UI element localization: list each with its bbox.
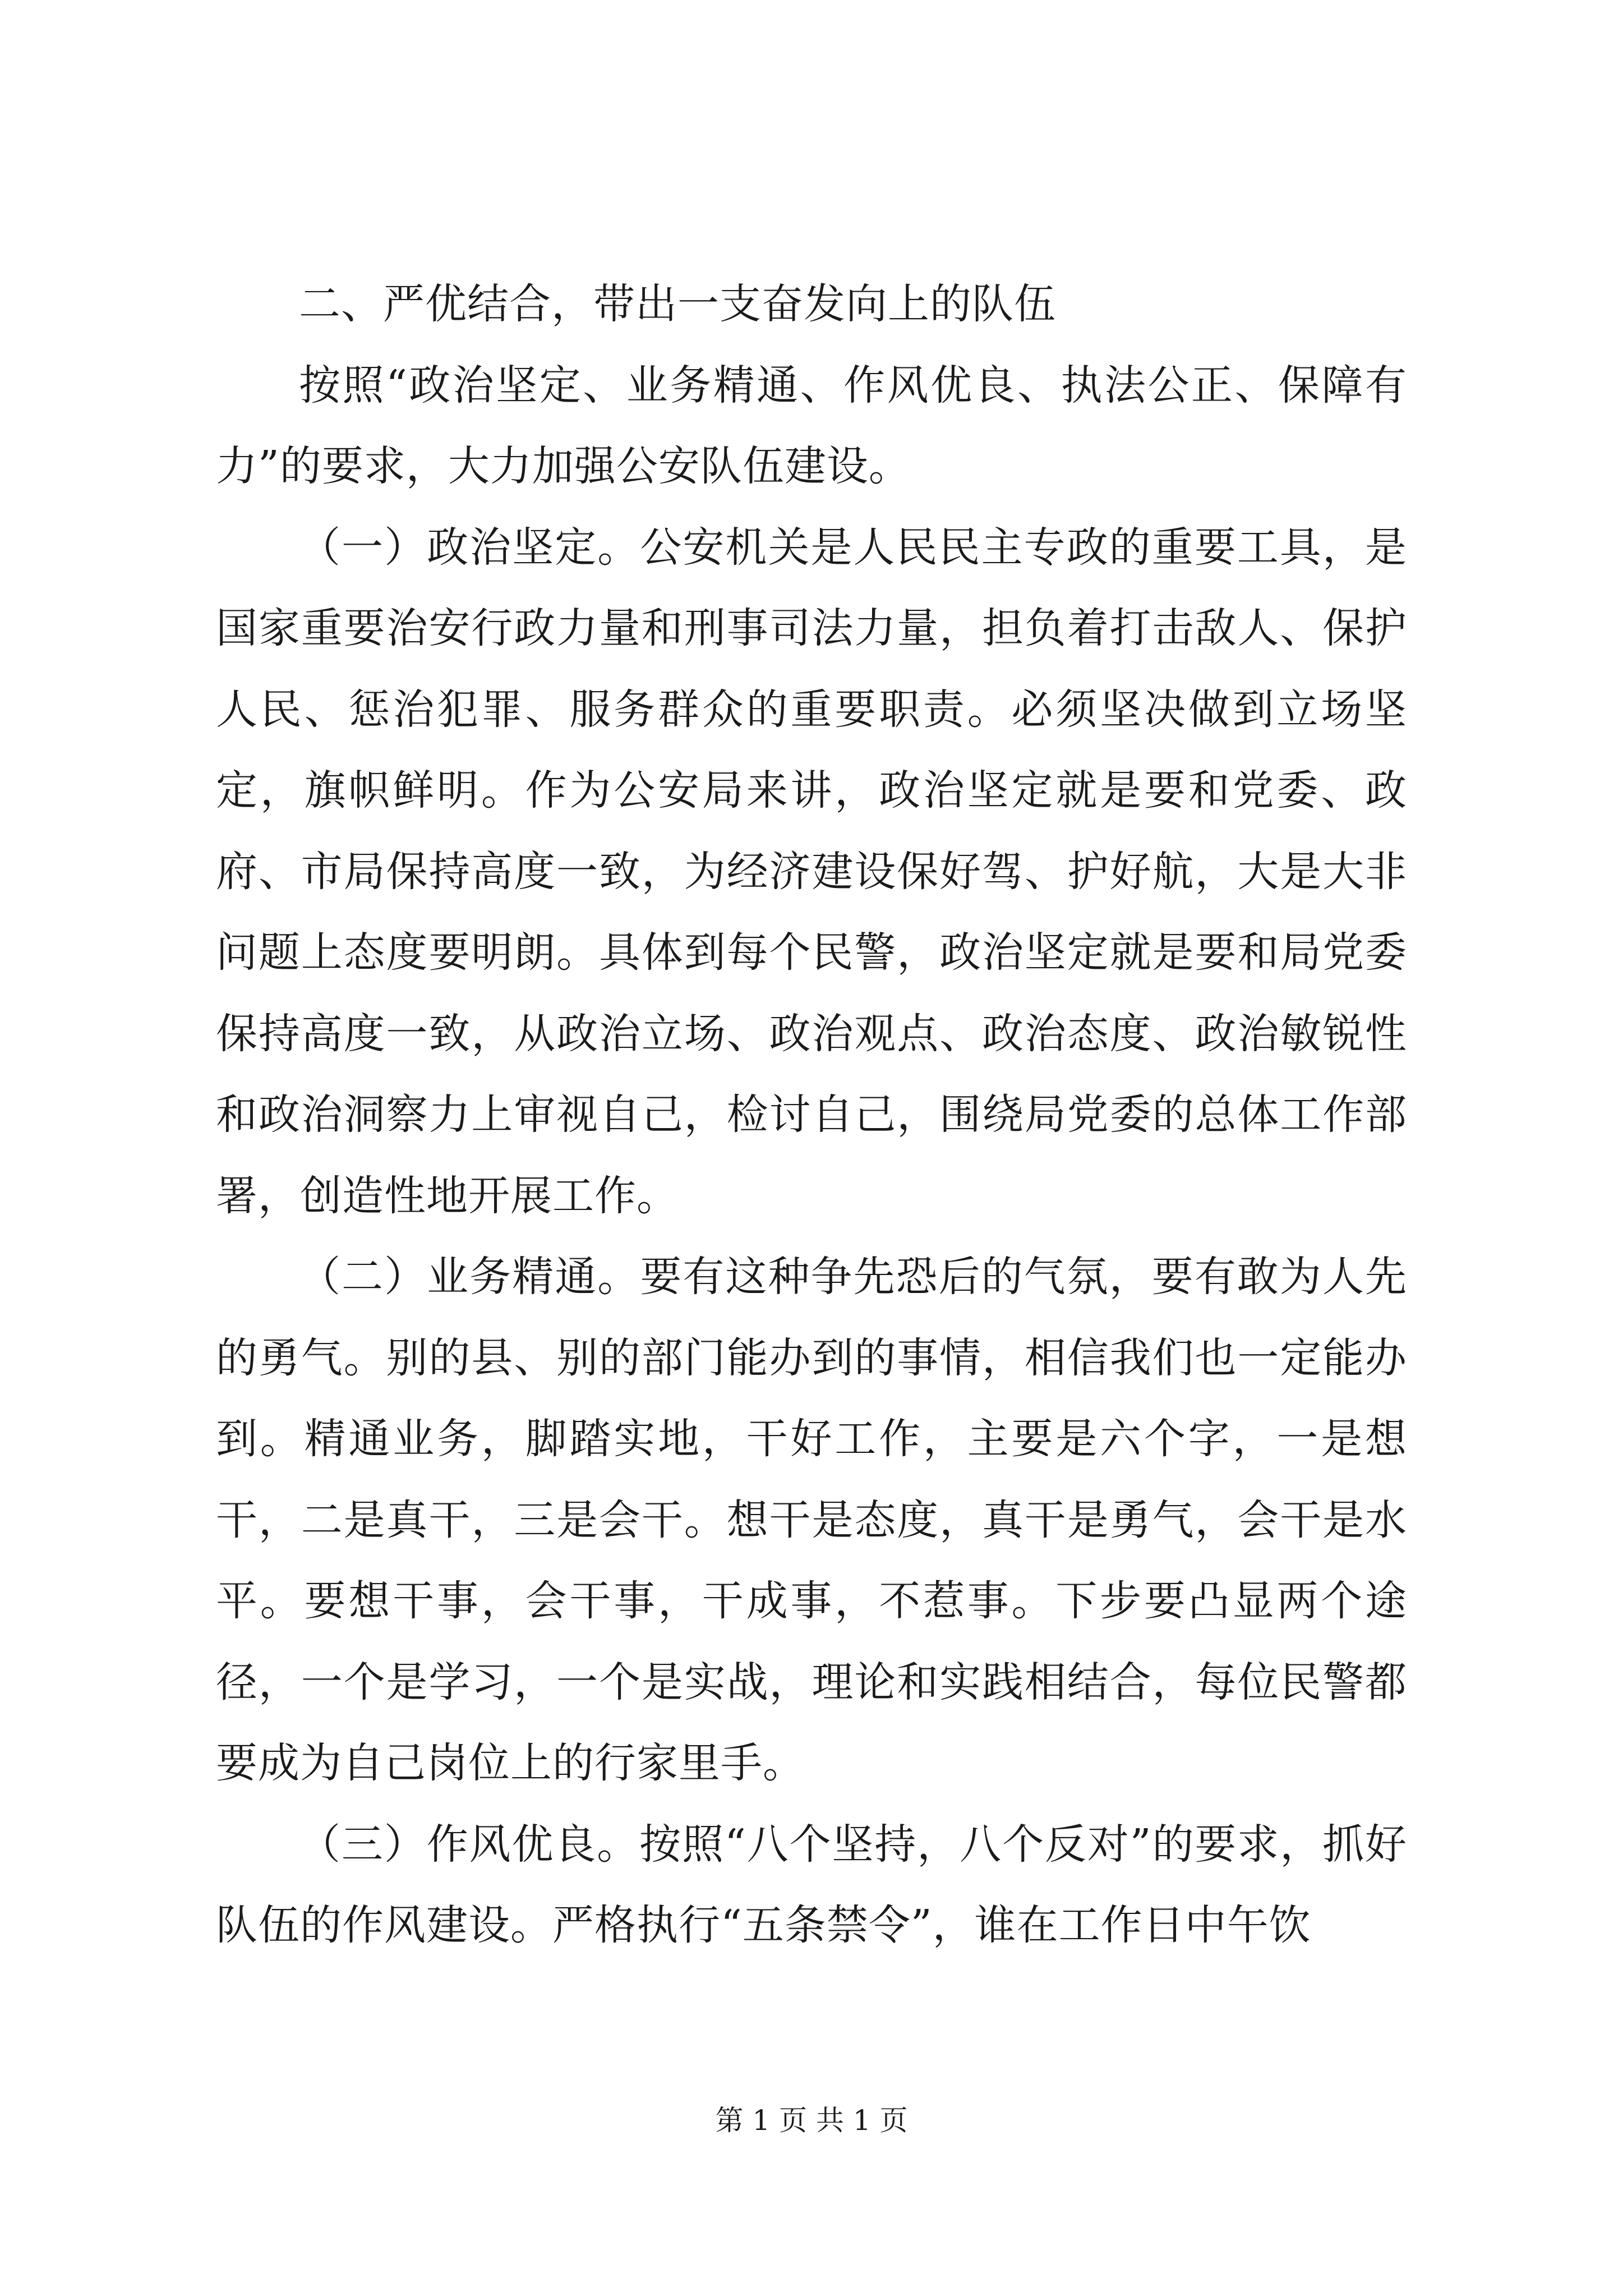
paragraph-political: （一）政治坚定。公安机关是人民民主专政的重要工具，是国家重要治安行政力量和刑事司法力量，担负着打击敌人、保护人民、惩治犯罪、服务群众的重要职责。必须坚决做到立场坚定，旗帜鲜明。作为公安局来讲，政治坚定就是要和党委、政府、市局保持高度一致，为经济建设保好驾、护好航，大是大非问题上态度要明朗。具体到每个民警，政治坚定就是要和局党委保持高度一致，从政治立场、政治观点、政治态度、政治敏锐性和政治洞察力上审视自己，检讨自己，围绕局党委的总体工作部署，创造性地开展工作。 — [216, 523, 1407, 1220]
paragraph-intro: 按照“政治坚定、业务精通、作风优良、执法公正、保障有力”的要求，大力加强公安队伍建设。 — [216, 361, 1407, 490]
page-number-footer: 第 1 页 共 1 页 — [715, 2104, 908, 2137]
paragraph-conduct: （三）作风优良。按照“八个坚持，八个反对”的要求，抓好队伍的作风建设。严格执行“五条禁令”，谁在工作日中午饮 — [216, 1820, 1407, 1949]
section-heading: 二、严优结合，带出一支奋发向上的队伍 — [299, 280, 1056, 328]
paragraph-professional: （二）业务精通。要有这种争先恐后的气氛，要有敢为人先的勇气。别的县、别的部门能办到的事情，相信我们也一定能办到。精通业务，脚踏实地，干好工作，主要是六个字，一是想干，二是真干，三是会干。想干是态度，真干是勇气，会干是水平。要想干事，会干事，干成事，不惹事。下步要凸显两个途径，一个是学习，一个是实战，理论和实践相结合，每位民警都要成为自己岗位上的行家里手。 — [216, 1253, 1407, 1787]
document-body — [216, 264, 1407, 1966]
